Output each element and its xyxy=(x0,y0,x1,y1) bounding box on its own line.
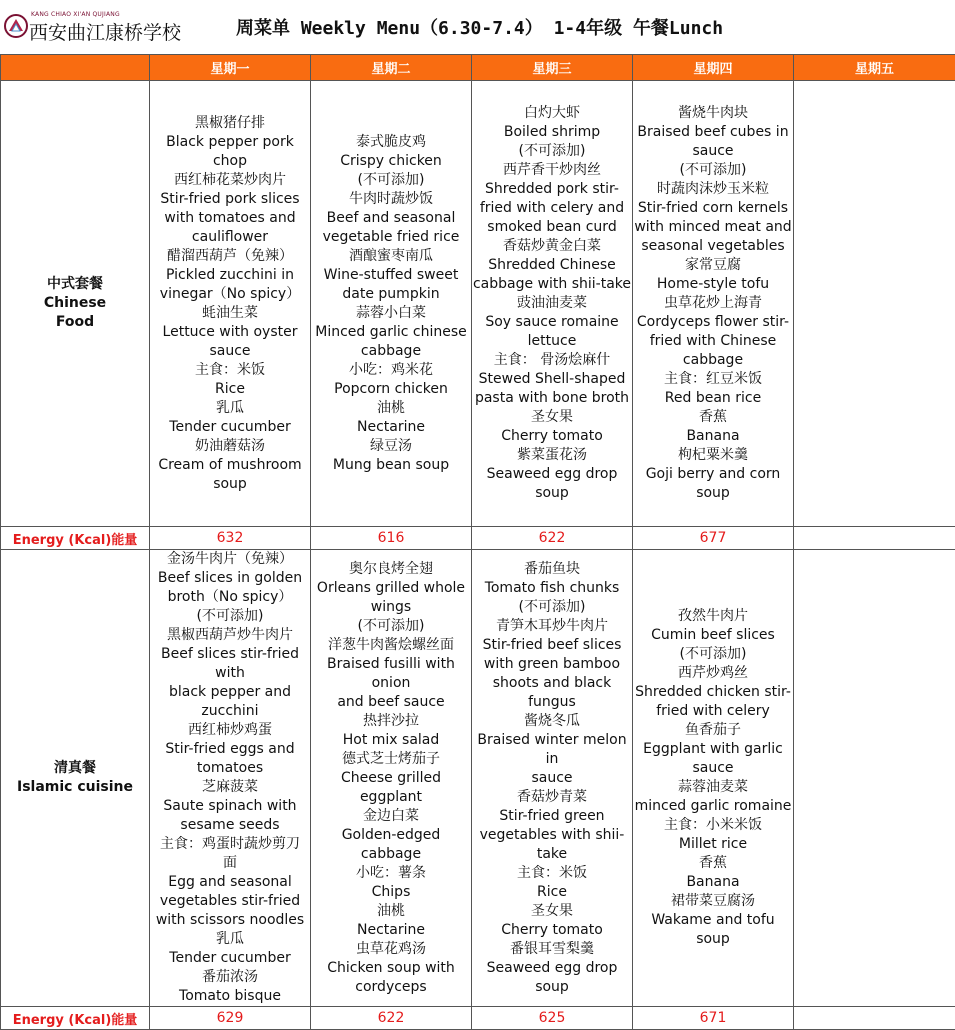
dish-line: 黑椒西葫芦炒牛肉片 xyxy=(167,627,293,643)
dish-line: Tomato bisque xyxy=(179,988,281,1004)
dish-line: date pumpkin xyxy=(342,285,440,302)
dish-line: 番银耳雪梨羹 xyxy=(510,940,594,957)
energy-label: Energy (Kcal)能量 xyxy=(1,1007,150,1030)
dish-line: 白灼大虾 xyxy=(524,105,580,121)
dish-cell xyxy=(150,81,311,527)
dish-line: Shredded Chinese xyxy=(488,257,616,273)
dish-line: (不可添加) xyxy=(357,617,425,634)
energy-label: Energy (Kcal)能量 xyxy=(1,527,150,550)
dish-line: 时蔬肉沫炒玉米粒 xyxy=(657,181,769,197)
dish-line: Rice xyxy=(537,883,567,900)
dish-line: (不可添加) xyxy=(357,171,425,188)
dish-line: Stir-fried eggs and xyxy=(165,741,295,757)
dish-line: 德式芝士烤茄子 xyxy=(342,750,440,767)
dish-line: 小吃：鸡米花 xyxy=(349,361,433,378)
dish-line: sauce xyxy=(209,342,251,359)
dish-line: 主食：小米米饭 xyxy=(664,817,762,833)
energy-row-islamic xyxy=(1,1007,955,1030)
dish-line: soup xyxy=(535,978,569,995)
dish-line: Seaweed egg drop xyxy=(486,466,618,482)
dish-line: fried with celery xyxy=(656,703,770,719)
dish-line: 洋葱牛肉酱烩螺丝面 xyxy=(328,636,454,653)
dish-line: 奶油蘑菇汤 xyxy=(195,437,265,454)
dish-line: 主食：米饭 xyxy=(195,361,265,378)
dish-line: 主食：红豆米饭 xyxy=(664,371,762,387)
dish-line: 香蕉 xyxy=(699,409,727,425)
dish-line: 孜然牛肉片 xyxy=(678,608,748,624)
section-label-line: 清真餐 xyxy=(54,760,96,776)
dish-line: Shredded chicken stir- xyxy=(635,684,791,700)
dish-cell xyxy=(633,81,794,527)
dish-line: 泰式脆皮鸡 xyxy=(356,133,426,150)
energy-value xyxy=(794,1007,955,1030)
dish-line: Cordyceps flower stir- xyxy=(636,314,790,330)
dish-line: 虫草花鸡汤 xyxy=(356,940,426,957)
dish-line: 西红柿花菜炒肉片 xyxy=(174,171,286,188)
dish-line: seasonal vegetables xyxy=(641,238,785,254)
dish-line: Stir-fried pork slices xyxy=(160,190,300,207)
dish-line: 油桃 xyxy=(377,399,405,416)
dish-line: Beef slices stir-fried with xyxy=(161,646,299,681)
day-header: 星期五 xyxy=(794,55,955,81)
dish-line: 家常豆腐 xyxy=(685,257,741,273)
dish-line: Eggplant with garlic xyxy=(643,741,783,757)
dish-line: fried with Chinese xyxy=(649,333,777,349)
dish-line: Stir-fried beef slices xyxy=(482,636,622,653)
dish-cell xyxy=(633,550,794,1007)
school-name-en: KANG CHIAO XI'AN QUJIANG xyxy=(31,11,120,18)
dish-line: Braised fusilli with onion xyxy=(327,655,455,691)
dish-line: Pickled zucchini in xyxy=(165,266,295,283)
dish-line: soup xyxy=(696,485,730,501)
dish-line: tomatoes xyxy=(196,760,264,776)
section-label-line: 中式套餐 xyxy=(47,276,103,292)
dish-line: 豉油油麦菜 xyxy=(517,295,587,311)
dish-line: Chicken soup with xyxy=(327,959,455,976)
section-label xyxy=(1,550,150,1007)
dish-line: Boiled shrimp xyxy=(503,124,601,140)
dish-line: with tomatoes and xyxy=(164,209,296,226)
dish-line: Shredded pork stir- xyxy=(485,181,619,197)
dish-line: zucchini xyxy=(201,703,259,719)
dish-line: cabbage xyxy=(682,352,744,368)
dish-line: Crispy chicken xyxy=(340,152,442,169)
corner-cell xyxy=(1,55,150,81)
menu-table xyxy=(0,54,955,1030)
dish-line: 香菇炒黄金白菜 xyxy=(503,238,601,254)
dish-line: sauce xyxy=(531,769,573,786)
dish-line: with green bamboo xyxy=(483,655,621,672)
dish-line: sauce xyxy=(692,143,734,159)
dish-cell xyxy=(311,550,472,1007)
dish-line: with scissors noodles xyxy=(155,912,305,928)
dish-line: 青笋木耳炒牛肉片 xyxy=(496,617,608,634)
energy-value: 632 xyxy=(150,527,311,550)
dish-line: Tender cucumber xyxy=(169,950,291,966)
dish-line: 热拌沙拉 xyxy=(363,712,419,729)
dish-line: shoots and black xyxy=(492,674,612,691)
header xyxy=(0,0,955,54)
dish-line: vegetables stir-fried xyxy=(159,893,301,909)
dish-line: 面 xyxy=(223,855,237,871)
dish-line: Nectarine xyxy=(357,921,425,938)
dish-line: Red bean rice xyxy=(664,390,762,406)
dish-line: Nectarine xyxy=(357,418,425,435)
dish-line: 圣女果 xyxy=(531,902,573,919)
dish-line: 油桃 xyxy=(377,902,405,919)
dish-line: sauce xyxy=(692,760,734,776)
dish-line: 枸杞粟米羹 xyxy=(678,447,748,463)
dish-line: Soy sauce romaine xyxy=(485,314,619,330)
dish-cell xyxy=(311,81,472,527)
section-label-line: Islamic cuisine xyxy=(16,779,133,795)
dish-line: Chips xyxy=(371,883,411,900)
dish-line: Goji berry and corn xyxy=(645,466,781,482)
menu-row-islamic xyxy=(1,550,955,1007)
energy-value: 622 xyxy=(472,527,633,550)
dish-line: Cheese grilled eggplant xyxy=(340,769,442,805)
dish-line: Rice xyxy=(215,380,245,397)
dish-line: Beef and seasonal xyxy=(326,209,456,226)
dish-line: 乳瓜 xyxy=(216,931,244,947)
dish-line: 奥尔良烤全翅 xyxy=(349,560,433,577)
dish-line: Cherry tomato xyxy=(501,428,603,444)
dish-line: Saute spinach with xyxy=(163,798,297,814)
dish-line: soup xyxy=(535,485,569,501)
dish-line: (不可添加) xyxy=(518,598,586,615)
dish-line: 裙带菜豆腐汤 xyxy=(671,893,755,909)
dish-line: 番茄鱼块 xyxy=(524,560,580,577)
dish-line: 虫草花炒上海青 xyxy=(664,295,762,311)
dish-cell xyxy=(472,81,633,527)
dish-line: cabbage xyxy=(360,342,422,359)
dish-line: 香菇炒青菜 xyxy=(517,788,587,805)
section-label-line: Food xyxy=(55,314,95,330)
energy-value: 671 xyxy=(633,1007,794,1030)
dish-line: 醋溜西葫芦（免辣） xyxy=(167,247,293,264)
dish-line: Tender cucumber xyxy=(169,418,291,435)
day-header: 星期三 xyxy=(472,55,633,81)
dish-line: 酱烧冬瓜 xyxy=(524,712,580,729)
dish-line: 西芹香干炒肉丝 xyxy=(503,162,601,178)
dish-line: (不可添加) xyxy=(679,162,747,178)
energy-value: 622 xyxy=(311,1007,472,1030)
dish-line: 西红柿炒鸡蛋 xyxy=(188,722,272,738)
menu-row-chinese xyxy=(1,81,955,527)
dish-line: minced garlic romaine xyxy=(634,798,792,814)
dish-line: Beef slices in golden xyxy=(157,570,303,586)
dish-cell xyxy=(794,81,955,527)
dish-line: 主食： 骨汤烩麻什 xyxy=(493,352,611,368)
dish-line: (不可添加) xyxy=(679,646,747,662)
dish-line: lettuce xyxy=(527,333,577,349)
dish-line: Cherry tomato xyxy=(501,921,603,938)
dish-line: Cumin beef slices xyxy=(651,627,775,643)
dish-line: Tomato fish chunks xyxy=(484,579,620,596)
page-title: 周菜单 Weekly Menu（6.30-7.4） 1-4年级 午餐Lunch xyxy=(236,18,724,39)
dish-line: 主食：米饭 xyxy=(517,864,587,881)
dish-line: smoked bean curd xyxy=(487,219,617,235)
section-label xyxy=(1,81,150,527)
dish-line: Braised beef cubes in xyxy=(637,124,789,140)
dish-line: Minced garlic chinese xyxy=(315,323,467,340)
dish-line: 鱼香茄子 xyxy=(685,722,741,738)
dish-cell xyxy=(150,550,311,1007)
dish-line: Banana xyxy=(686,874,740,890)
dish-cell xyxy=(472,550,633,1007)
dish-line: 酱烧牛肉块 xyxy=(678,105,748,121)
dish-line: Egg and seasonal xyxy=(168,874,292,890)
dish-line: Seaweed egg drop xyxy=(486,959,618,976)
dish-line: Banana xyxy=(686,428,740,444)
dish-line: Black pepper pork chop xyxy=(166,133,294,169)
dish-line: 西芹炒鸡丝 xyxy=(678,665,748,681)
dish-line: black pepper and xyxy=(168,684,292,700)
dish-line: Stir-fried green xyxy=(499,807,605,824)
dish-line: 黑椒猪仔排 xyxy=(195,114,265,131)
dish-line: 蒜蓉油麦菜 xyxy=(678,779,748,795)
dish-line: vegetables with shii- xyxy=(479,826,625,843)
dish-line: Lettuce with oyster xyxy=(162,323,298,340)
dish-line: Millet rice xyxy=(678,836,748,852)
dish-line: take xyxy=(536,845,568,862)
dish-line: Orleans grilled whole xyxy=(316,579,466,596)
dish-line: 小吃：薯条 xyxy=(356,864,426,881)
dish-line: (不可添加) xyxy=(518,143,586,159)
dish-line: soup xyxy=(213,475,247,492)
energy-value: 677 xyxy=(633,527,794,550)
dish-line: Wakame and tofu soup xyxy=(651,912,775,947)
energy-row-chinese xyxy=(1,527,955,550)
dish-line: vinegar（No spicy） xyxy=(159,285,301,302)
dish-line: fungus xyxy=(528,693,576,710)
dish-line: broth（No spicy） xyxy=(167,589,293,605)
dish-line: wings xyxy=(370,598,412,615)
dish-line: pasta with bone broth xyxy=(474,390,630,406)
dish-line: 香蕉 xyxy=(699,855,727,871)
day-header-row xyxy=(1,55,955,81)
energy-value xyxy=(794,527,955,550)
dish-line: vegetable fried rice xyxy=(322,228,460,245)
dish-line: Braised winter melon in xyxy=(477,731,627,767)
dish-line: fried with celery and xyxy=(479,200,625,216)
dish-line: 蒜蓉小白菜 xyxy=(356,304,426,321)
dish-line: 绿豆汤 xyxy=(370,437,412,454)
day-header: 星期一 xyxy=(150,55,311,81)
school-name-cn: 西安曲江康桥学校 xyxy=(29,22,182,44)
school-logo xyxy=(4,10,184,42)
dish-line: 金汤牛肉片（免辣） xyxy=(167,551,293,567)
dish-line: Cream of mushroom xyxy=(158,456,302,473)
dish-line: 酒酿蜜枣南瓜 xyxy=(349,247,433,264)
dish-line: 牛肉时蔬炒饭 xyxy=(349,190,433,207)
dish-line: cauliflower xyxy=(191,228,269,245)
dish-line: cordyceps xyxy=(355,978,427,995)
dish-line: Home-style tofu xyxy=(656,276,770,292)
dish-line: 圣女果 xyxy=(531,409,573,425)
dish-line: 番茄浓汤 xyxy=(202,969,258,985)
dish-line: Popcorn chicken xyxy=(334,380,448,397)
day-header: 星期二 xyxy=(311,55,472,81)
dish-line: 芝麻菠菜 xyxy=(202,779,258,795)
dish-line: Mung bean soup xyxy=(332,456,450,473)
dish-line: (不可添加) xyxy=(196,608,264,624)
energy-value: 625 xyxy=(472,1007,633,1030)
dish-line: 乳瓜 xyxy=(216,399,244,416)
dish-line: 主食：鸡蛋时蔬炒剪刀 xyxy=(160,836,300,852)
dish-line: sesame seeds xyxy=(180,817,280,833)
day-header: 星期四 xyxy=(633,55,794,81)
dish-line: Stir-fried corn kernels xyxy=(637,200,789,216)
dish-line: 金边白菜 xyxy=(363,807,419,824)
dish-cell xyxy=(794,550,955,1007)
dish-line: with minced meat and xyxy=(634,219,792,235)
dish-line: and beef sauce xyxy=(337,693,445,710)
energy-value: 629 xyxy=(150,1007,311,1030)
dish-line: 蚝油生菜 xyxy=(202,304,258,321)
dish-line: Wine-stuffed sweet xyxy=(323,266,459,283)
dish-line: 紫菜蛋花汤 xyxy=(517,447,587,463)
dish-line: Golden-edged xyxy=(341,826,441,843)
dish-line: Hot mix salad xyxy=(342,731,440,748)
school-emblem-icon xyxy=(4,14,28,38)
dish-line: Stewed Shell-shaped xyxy=(478,371,626,387)
section-label-line: Chinese xyxy=(43,295,107,311)
dish-line: cabbage xyxy=(360,845,422,862)
energy-value: 616 xyxy=(311,527,472,550)
dish-line: cabbage with shii-take xyxy=(472,276,632,292)
